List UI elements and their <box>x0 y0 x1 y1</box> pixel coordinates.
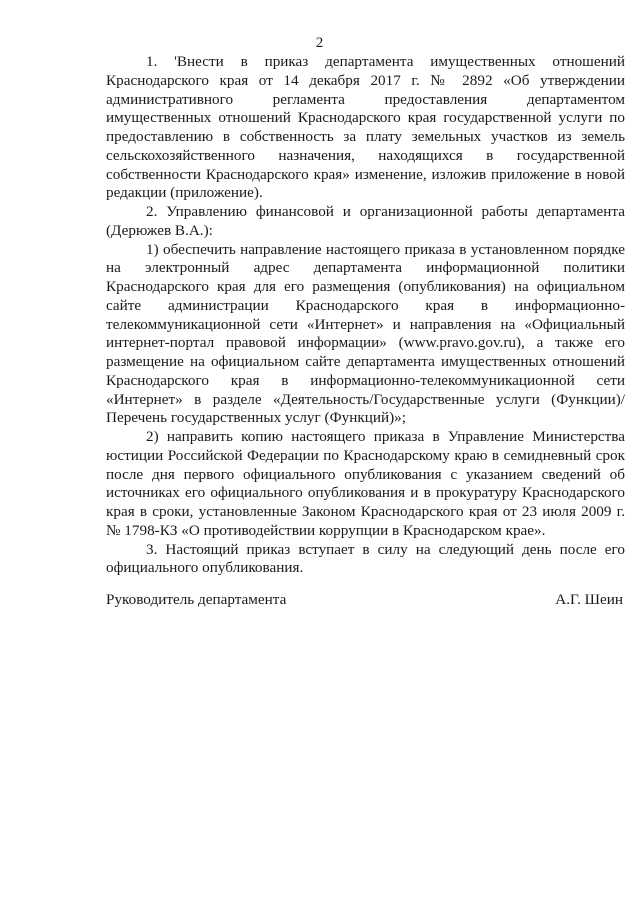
signatory-name: А.Г. Шеин <box>555 591 623 608</box>
paragraph-ministry-copy: 2) направить копию настоящего приказа в Управление Министерства юстиции Российской Федерации по Краснодарскому краю в семидневный срок после дня первого официального опубликования с указанием сведений об источниках его официального опубликования и в прокуратуру Краснодарского края в сроки, установленные Законом Краснодарского края от 23 июля 2009 г. № 1798-КЗ «О противодействии коррупции в Краснодарском крае». <box>106 428 625 539</box>
document-body <box>106 53 625 578</box>
paragraph-publication: 1) обеспечить направление настоящего приказа в установленном порядке на электронный адрес департамента информационной политики Краснодарского края для его размещения (опубликования) на официальном сайте администрации Краснодарского края в информационно-телекоммуникационной сети «Интернет» и направления на «Официальный интернет-портал правовой информации» (www.pravo.gov.ru), а также его размещение на официальном сайте департамента имущественных отношений Краснодарского края в информационно-телекоммуникационной сети «Интернет» в разделе «Деятельность/Государственные услуги (Функции)/Перечень государственных услуг (Функций)»; <box>106 240 625 427</box>
signature-block <box>106 591 623 609</box>
signatory-position: Руководитель департамента <box>106 591 287 608</box>
paragraph-amendment: 1. 'Внести в приказ департамента имущественных отношений Краснодарского края от 14 декабря 2017 г. № 2892 «Об утверждении административного регламента предоставления департаментом имущественных отношений Краснодарского края государственной услуги по предоставлению в собственность за плату земельных участков из земель сельскохозяйственного назначения, находящихся в государственной собственности Краснодарского края» изменение, изложив приложение в новой редакции (приложение). <box>106 53 625 202</box>
page-number: 2 <box>315 35 324 51</box>
paragraph-finance-department: 2. Управлению финансовой и организационной работы департамента (Дерюжев В.А.): <box>106 203 625 239</box>
paragraph-entry-into-force: 3. Настоящий приказ вступает в силу на следующий день после его официального опубликования. <box>106 540 625 577</box>
